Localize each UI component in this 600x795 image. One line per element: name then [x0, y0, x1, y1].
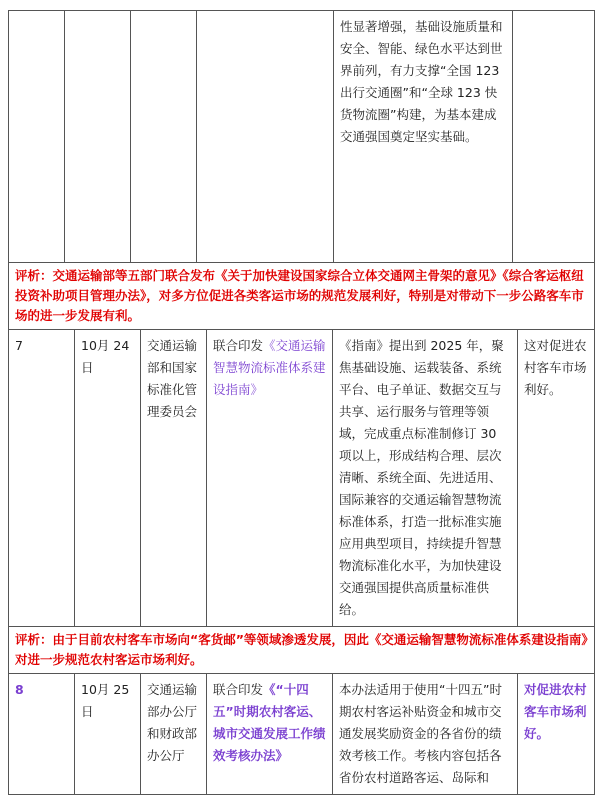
impact-cell: 这对促进农村客车市场利好。 [524, 338, 587, 397]
dept-cell: 交通运输部和国家标准化管理委员会 [141, 330, 207, 626]
dept-cell: 交通运输部办公厅和财政部办公厅 [141, 674, 207, 794]
no-cell: 8 [9, 674, 75, 794]
date-cell [65, 11, 131, 262]
summary-cell: 性显著增强，基础设施质量和安全、智能、绿色水平达到世界前列，有力支撑“全国 123 出行交通圈”和“全球 123 快货物流圈”构建，为基本建成交通强国奠定坚实基础。 [334, 11, 513, 262]
impact-cell: 对促进农村客车市场利好。 [524, 682, 587, 741]
table-row [9, 11, 594, 263]
no-cell: 7 [9, 330, 75, 626]
table-row [9, 674, 594, 794]
dept-cell [131, 11, 197, 262]
summary-cell: 《指南》提出到 2025 年，聚焦基础设施、运载装备、系统平台、电子单证、数据交互与共享、运行服务与管理等领域，完成重点标准制修订 30 项以上，形成结构合理、层次清晰、系统全面、先进适用、国际兼容的交通运输智慧物流标准体系，打造一批标准实施应用典型项目，持续提升智慧物流标准化水平，为加快建设交通强国提供高质量标准供给。 [333, 330, 518, 626]
summary-cell: 本办法适用于使用“十四五”时期农村客运补贴资金和城市交通发展奖励资金的各省份的绩效考核工作。考核内容包括各省份农村道路客运、岛际和 [333, 674, 518, 794]
table-row [9, 330, 594, 627]
comment-row [9, 627, 594, 674]
action-prefix: 联合印发 [213, 338, 264, 353]
action-cell [207, 330, 333, 626]
comment-text: 评析：由于目前农村客车市场向“客货邮”等领域渗透发展，因此《交通运输智慧物流标准体系建设指南》对进一步规范农村客运市场利好。 [15, 632, 588, 667]
no-cell [9, 11, 65, 262]
impact-cell [513, 11, 594, 262]
document-link[interactable]: 《交通运输智慧物流标准体系建设指南》 [213, 338, 326, 397]
date-cell: 10月 25日 [75, 674, 141, 794]
document-link[interactable]: 《“十四五”时期农村客运、城市交通发展工作绩效考核办法》 [213, 682, 326, 763]
action-cell [197, 11, 334, 262]
comment-row [9, 263, 594, 330]
policy-table [8, 10, 595, 795]
action-prefix: 联合印发 [213, 682, 264, 697]
action-cell [207, 674, 333, 794]
comment-text: 评析：交通运输部等五部门联合发布《关于加快建设国家综合立体交通网主骨架的意见》《综合客运枢纽投资补助项目管理办法》，对多方位促进各类客运市场的规范发展利好，特别是对带动下一步公路客车市场的进一步发展有利。 [15, 268, 584, 323]
date-cell: 10月 24日 [75, 330, 141, 626]
